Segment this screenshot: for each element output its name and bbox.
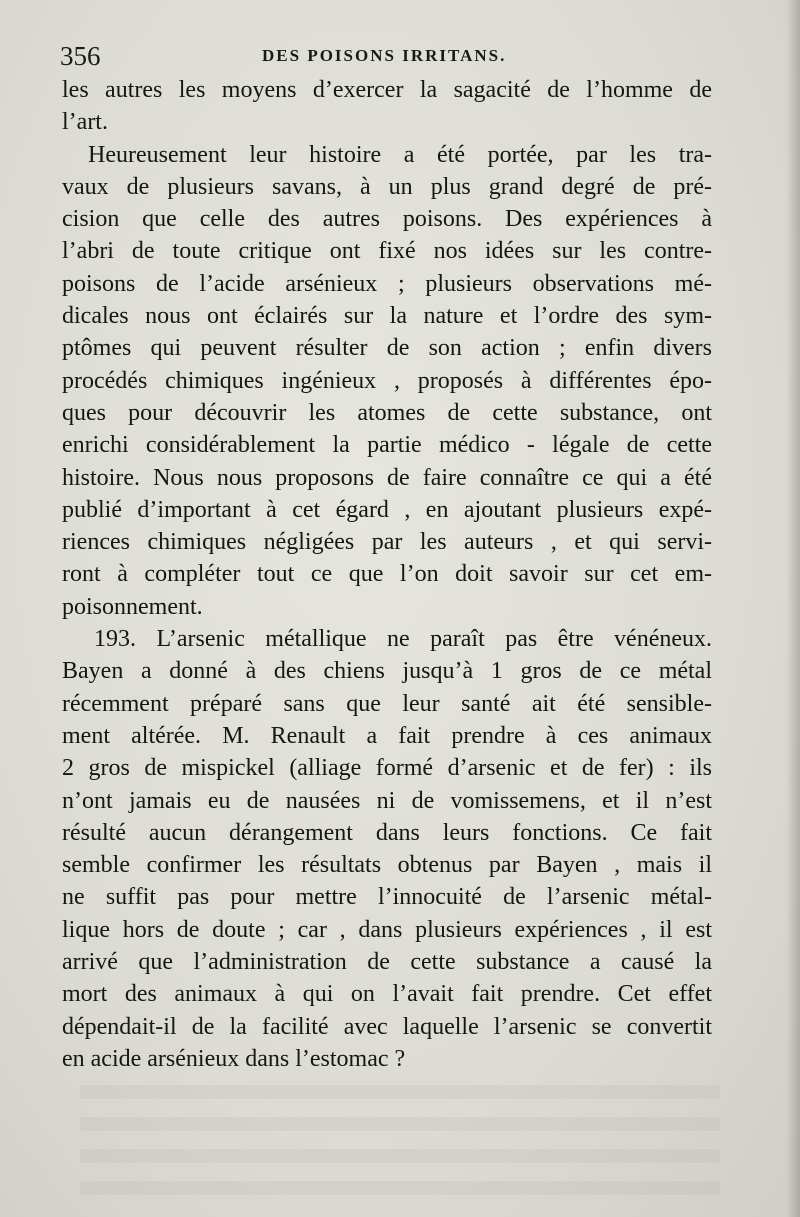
text-line: vaux de plusieurs savans, à un plus grand degré de pré- <box>62 173 712 200</box>
text-line: n’ont jamais eu de nausées ni de vomissemens, et il n’est <box>62 787 712 814</box>
text-line: lique hors de doute ; car , dans plusieurs expériences , il est <box>62 916 712 943</box>
page-header <box>60 36 720 76</box>
text-line: mort des animaux à qui on l’avait fait prendre. Cet effet <box>62 981 712 1008</box>
text-line: l’art. <box>62 109 108 136</box>
text-line: dépendait-il de la facilité avec laquelle l’arsenic se convertit <box>62 1013 712 1040</box>
text-line: poisonnement. <box>62 593 203 620</box>
text-line: cision que celle des autres poisons. Des expériences à <box>62 206 712 233</box>
text-line: enrichi considérablement la partie médico - légale de cette <box>62 432 712 459</box>
text-line: ment altérée. M. Renault a fait prendre à ces animaux <box>62 722 712 749</box>
text-line: 2 gros de mispickel (alliage formé d’arsenic et de fer) : ils <box>62 755 712 782</box>
text-line: procédés chimiques ingénieux , proposés à différentes épo- <box>62 367 712 394</box>
text-line: ptômes qui peuvent résulter de son action ; enfin divers <box>62 335 712 362</box>
text-line: ront à compléter tout ce que l’on doit savoir sur cet em- <box>62 561 712 588</box>
text-line: les autres les moyens d’exercer la sagacité de l’homme de <box>62 77 712 103</box>
text-line: histoire. Nous nous proposons de faire connaître ce qui a été <box>62 464 712 491</box>
text-line: arrivé que l’administration de cette substance a causé la <box>62 949 712 976</box>
text-line: Bayen a donné à des chiens jusqu’à 1 gros de ce métal <box>62 658 712 685</box>
text-line: dicales nous ont éclairés sur la nature et l’ordre des sym- <box>62 303 712 330</box>
text-line: publié d’important à cet égard , en ajoutant plusieurs expé- <box>62 496 712 523</box>
text-line: résulté aucun dérangement dans leurs fonctions. Ce fait <box>62 819 712 846</box>
page-number: 356 <box>60 41 101 71</box>
show-through-texture <box>80 1085 720 1195</box>
text-line: riences chimiques négligées par les auteurs , et qui servi- <box>62 529 712 556</box>
text-line: ques pour découvrir les atomes de cette substance, ont <box>62 399 712 426</box>
text-line: en acide arsénieux dans l’estomac ? <box>62 1045 406 1072</box>
body-text <box>62 74 712 1075</box>
text-line: l’abri de toute critique ont fixé nos idées sur les contre- <box>62 238 712 265</box>
text-line: semble confirmer les résultats obtenus par Bayen , mais il <box>62 852 712 879</box>
text-line: Heureusement leur histoire a été portée, par les tra- <box>88 141 712 168</box>
text-line: ne suffit pas pour mettre l’innocuité de l’arsenic métal- <box>62 884 712 911</box>
page-edge-shadow <box>786 0 800 1217</box>
text-line: 193. L’arsenic métallique ne paraît pas être vénéneux. <box>94 626 712 653</box>
text-line: récemment préparé sans que leur santé ait été sensible- <box>62 690 712 717</box>
running-head: DES POISONS IRRITANS. <box>262 46 507 65</box>
text-line: poisons de l’acide arsénieux ; plusieurs observations mé- <box>62 270 712 297</box>
